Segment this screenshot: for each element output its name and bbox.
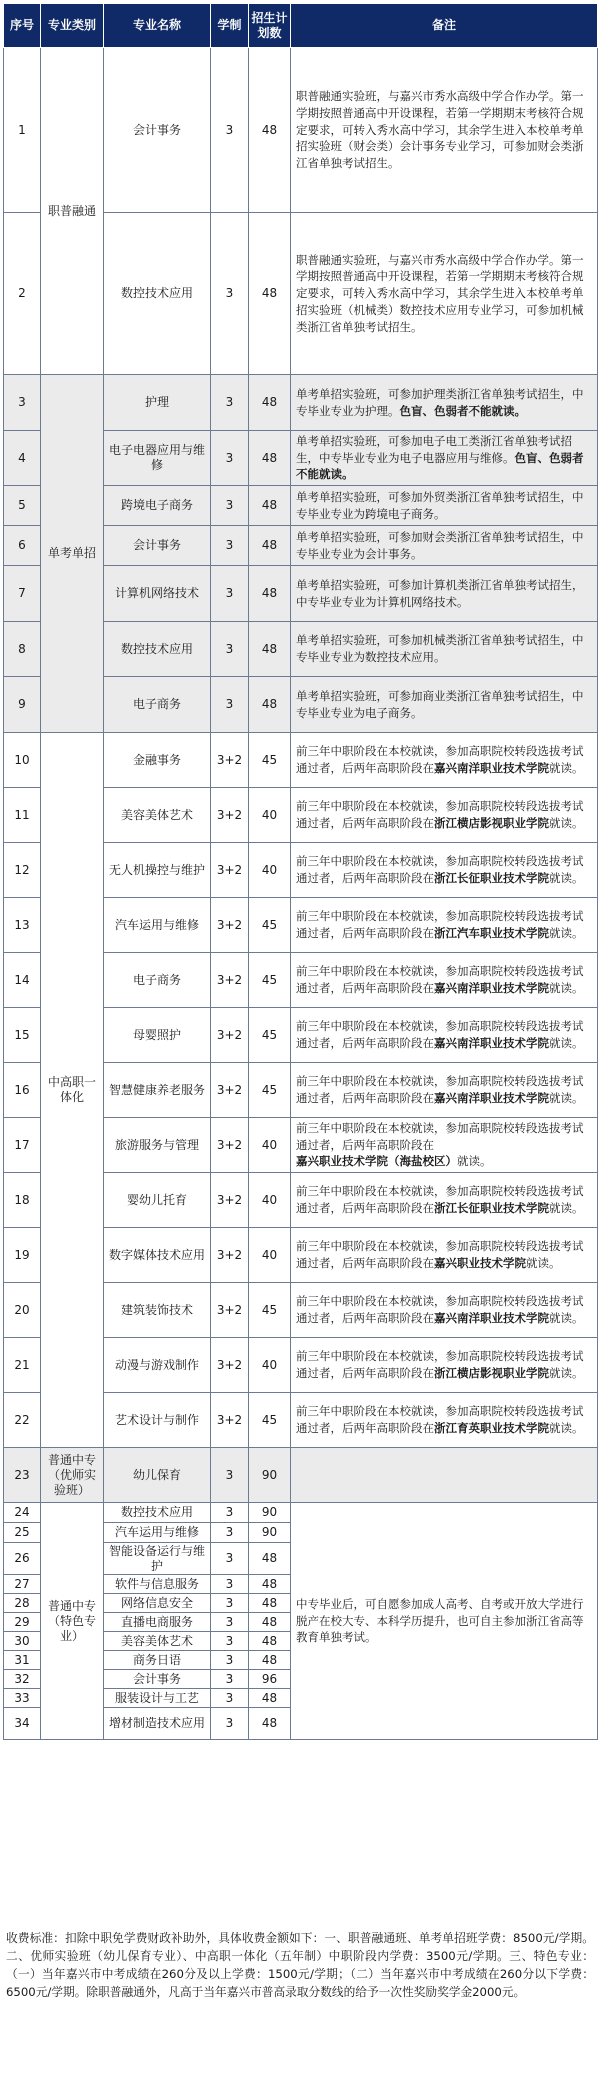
row-remark — [291, 431, 598, 486]
header-no: 序号 — [4, 4, 41, 48]
remark-prefix: 前三年中职阶段在本校就读，参加高职院校转段选拔考试通过者，后两年高职阶段在 — [296, 909, 584, 941]
row-no: 19 — [4, 1228, 41, 1283]
remark-text: 单考单招实验班，可参加机械类浙江省单独考试招生，中专毕业专业为数控技术应用。 — [296, 633, 584, 665]
partner-college: 浙江长征职业技术学院 — [434, 1201, 549, 1216]
table-header-row — [4, 4, 598, 48]
remark-suffix: 就读。 — [549, 761, 584, 776]
row-plan: 40 — [249, 1118, 291, 1173]
row-duration: 3 — [211, 1523, 249, 1543]
partner-college: 嘉兴南洋职业技术学院 — [434, 761, 549, 776]
row-plan: 90 — [249, 1523, 291, 1543]
row-duration: 3+2 — [211, 843, 249, 898]
row-major: 金融事务 — [104, 733, 211, 788]
row-remark — [291, 566, 598, 622]
row-plan: 45 — [249, 1063, 291, 1118]
row-no: 31 — [4, 1651, 41, 1670]
table-row — [4, 48, 598, 213]
row-duration: 3+2 — [211, 953, 249, 1008]
remark-prefix: 前三年中职阶段在本校就读，参加高职院校转段选拔考试通过者，后两年高职阶段在 — [296, 1121, 584, 1152]
partner-college: 浙江汽车职业技术学院 — [434, 926, 549, 941]
row-duration: 3 — [211, 1575, 249, 1594]
row-major: 计算机网络技术 — [104, 566, 211, 622]
remark-text: 单考单招实验班，可参加计算机类浙江省单独考试招生，中专毕业专业为计算机网络技术。 — [296, 577, 584, 609]
row-no: 7 — [4, 566, 41, 622]
row-remark — [291, 1393, 598, 1448]
row-major: 增材制造技术应用 — [104, 1708, 211, 1740]
row-plan: 96 — [249, 1670, 291, 1689]
row-major: 跨境电子商务 — [104, 486, 211, 526]
row-duration: 3+2 — [211, 1393, 249, 1448]
row-major: 数字媒体技术应用 — [104, 1228, 211, 1283]
row-plan: 48 — [249, 375, 291, 431]
row-duration: 3+2 — [211, 1118, 249, 1173]
row-duration: 3+2 — [211, 788, 249, 843]
row-duration: 3 — [211, 431, 249, 486]
category-cell: 普通中专（优师实验班） — [41, 1448, 104, 1503]
row-duration: 3 — [211, 1708, 249, 1740]
row-plan: 48 — [249, 1543, 291, 1575]
remark-suffix: 就读。 — [549, 1091, 584, 1106]
row-plan: 45 — [249, 953, 291, 1008]
row-major: 婴幼儿托育 — [104, 1173, 211, 1228]
row-remark — [291, 1173, 598, 1228]
row-no: 4 — [4, 431, 41, 486]
remark-prefix: 前三年中职阶段在本校就读，参加高职院校转段选拔考试通过者，后两年高职阶段在 — [296, 799, 584, 831]
remark-suffix: 就读。 — [549, 1201, 584, 1216]
row-major: 汽车运用与维修 — [104, 898, 211, 953]
row-no: 13 — [4, 898, 41, 953]
row-no: 9 — [4, 677, 41, 733]
row-no: 28 — [4, 1594, 41, 1613]
row-remark-empty — [291, 1448, 598, 1503]
partner-college: 嘉兴职业技术学院 — [434, 1256, 526, 1271]
row-remark — [291, 733, 598, 788]
row-no: 6 — [4, 526, 41, 566]
row-duration: 3 — [211, 566, 249, 622]
row-remark — [291, 1063, 598, 1118]
table-row — [4, 733, 598, 788]
row-no: 21 — [4, 1338, 41, 1393]
row-duration: 3 — [211, 1503, 249, 1523]
remark-prefix: 前三年中职阶段在本校就读，参加高职院校转段选拔考试通过者，后两年高职阶段在 — [296, 744, 584, 776]
remark-prefix: 前三年中职阶段在本校就读，参加高职院校转段选拔考试通过者，后两年高职阶段在 — [296, 1404, 584, 1436]
row-no: 24 — [4, 1503, 41, 1523]
row-no: 14 — [4, 953, 41, 1008]
row-duration: 3 — [211, 1689, 249, 1708]
remark-prefix: 前三年中职阶段在本校就读，参加高职院校转段选拔考试通过者，后两年高职阶段在 — [296, 1239, 584, 1271]
row-plan: 48 — [249, 1575, 291, 1594]
row-major: 动漫与游戏制作 — [104, 1338, 211, 1393]
row-plan: 48 — [249, 431, 291, 486]
row-major: 服装设计与工艺 — [104, 1689, 211, 1708]
row-duration: 3+2 — [211, 733, 249, 788]
row-remark — [291, 898, 598, 953]
table-row — [4, 375, 598, 431]
remark-suffix: 就读。 — [549, 1421, 584, 1436]
partner-college: 浙江横店影视职业学院 — [434, 816, 549, 831]
row-major: 数控技术应用 — [104, 622, 211, 677]
category-cell: 中高职一体化 — [41, 733, 104, 1448]
partner-college: 浙江长征职业技术学院 — [434, 871, 549, 886]
remark-suffix: 就读。 — [549, 926, 584, 941]
row-no: 16 — [4, 1063, 41, 1118]
row-plan: 40 — [249, 1228, 291, 1283]
header-remarks: 备注 — [291, 4, 598, 48]
remark-suffix: 就读。 — [549, 1036, 584, 1051]
row-duration: 3 — [211, 1543, 249, 1575]
row-plan: 90 — [249, 1448, 291, 1503]
row-major: 艺术设计与制作 — [104, 1393, 211, 1448]
row-duration: 3 — [211, 486, 249, 526]
row-major: 电子商务 — [104, 953, 211, 1008]
row-no: 5 — [4, 486, 41, 526]
row-duration: 3+2 — [211, 1338, 249, 1393]
row-duration: 3 — [211, 1448, 249, 1503]
row-no: 8 — [4, 622, 41, 677]
row-plan: 90 — [249, 1503, 291, 1523]
row-duration: 3 — [211, 213, 249, 375]
remark-suffix: 就读。 — [549, 1366, 584, 1381]
row-duration: 3+2 — [211, 1063, 249, 1118]
header-plan: 招生计划数 — [249, 4, 291, 48]
row-no: 1 — [4, 48, 41, 213]
row-major: 数控技术应用 — [104, 1503, 211, 1523]
row-no: 30 — [4, 1632, 41, 1651]
row-remark: 职普融通实验班，与嘉兴市秀水高级中学合作办学。第一学期按照普通高中开设课程，若第一学期期末考核符合规定要求，可转入秀水高中学习，其余学生进入本校单考单招实验班（机械类）数控技术应用专业学习，可参加机械类浙江省单独考试招生。 — [291, 213, 598, 375]
remark-suffix: 就读。 — [526, 1256, 561, 1271]
row-no: 26 — [4, 1543, 41, 1575]
row-plan: 48 — [249, 677, 291, 733]
row-remark — [291, 1228, 598, 1283]
row-duration: 3 — [211, 1651, 249, 1670]
partner-college: 嘉兴南洋职业技术学院 — [434, 981, 549, 996]
colorblind-warning: 色盲、色弱者不能就读。 — [399, 403, 526, 418]
remark-prefix: 前三年中职阶段在本校就读，参加高职院校转段选拔考试通过者，后两年高职阶段在 — [296, 964, 584, 996]
row-no: 3 — [4, 375, 41, 431]
row-no: 12 — [4, 843, 41, 898]
row-plan: 48 — [249, 1689, 291, 1708]
header-major: 专业名称 — [104, 4, 211, 48]
row-plan: 48 — [249, 526, 291, 566]
remark-text: 单考单招实验班，可参加外贸类浙江省单独考试招生，中专毕业专业为跨境电子商务。 — [296, 489, 584, 521]
row-no: 22 — [4, 1393, 41, 1448]
remark-suffix: 就读。 — [457, 1154, 492, 1169]
row-remark — [291, 788, 598, 843]
row-major: 美容美体艺术 — [104, 788, 211, 843]
row-no: 17 — [4, 1118, 41, 1173]
row-major: 智慧健康养老服务 — [104, 1063, 211, 1118]
row-remark: 职普融通实验班，与嘉兴市秀水高级中学合作办学。第一学期按照普通高中开设课程，若第一学期期末考核符合规定要求，可转入秀水高中学习，其余学生进入本校单考单招实验班（财会类）会计事务专业学习，可参加财会类浙江省单独考试招生。 — [291, 48, 598, 213]
row-plan: 40 — [249, 788, 291, 843]
category-cell: 职普融通 — [41, 48, 104, 375]
row-no: 20 — [4, 1283, 41, 1338]
row-major: 幼儿保育 — [104, 1448, 211, 1503]
row-plan: 48 — [249, 1594, 291, 1613]
row-major: 无人机操控与维护 — [104, 843, 211, 898]
row-remark — [291, 953, 598, 1008]
row-plan: 48 — [249, 486, 291, 526]
row-plan: 40 — [249, 1173, 291, 1228]
category-cell: 单考单招 — [41, 375, 104, 733]
row-no: 10 — [4, 733, 41, 788]
fee-standard-note — [6, 1929, 594, 2002]
header-duration: 学制 — [211, 4, 249, 48]
category-cell: 普通中专（特色专业） — [41, 1503, 104, 1740]
row-plan: 48 — [249, 213, 291, 375]
remark-prefix: 前三年中职阶段在本校就读，参加高职院校转段选拔考试通过者，后两年高职阶段在 — [296, 1349, 584, 1381]
row-major: 建筑装饰技术 — [104, 1283, 211, 1338]
row-plan: 45 — [249, 1283, 291, 1338]
row-duration: 3 — [211, 1632, 249, 1651]
fee-standard-text: 收费标准：扣除中职免学费财政补助外，具体收费金额如下：一、职普融通班、单考单招班学费：8500元/学期。二、优师实验班（幼儿保育专业）、中高职一体化（五年制）中职阶段内学费：3500元/学期。三、特色专业：（一）当年嘉兴市中考成绩在260分及以上学费：1500元/学期；（二）当年嘉兴市中考成绩在260分以下学费：6500元/学期。除职普融通外， — [6, 1931, 594, 2000]
row-major: 商务日语 — [104, 1651, 211, 1670]
row-remark — [291, 1118, 598, 1173]
row-duration: 3+2 — [211, 898, 249, 953]
partner-college: 嘉兴南洋职业技术学院 — [434, 1036, 549, 1051]
row-no: 34 — [4, 1708, 41, 1740]
row-remark — [291, 677, 598, 733]
row-major: 护理 — [104, 375, 211, 431]
partner-college: 浙江育英职业技术学院 — [434, 1421, 549, 1436]
partner-college: 嘉兴南洋职业技术学院 — [434, 1311, 549, 1326]
row-plan: 48 — [249, 48, 291, 213]
row-major: 数控技术应用 — [104, 213, 211, 375]
row-remark — [291, 1283, 598, 1338]
row-remark — [291, 622, 598, 677]
remark-prefix: 前三年中职阶段在本校就读，参加高职院校转段选拔考试通过者，后两年高职阶段在 — [296, 1184, 584, 1216]
row-plan: 45 — [249, 1393, 291, 1448]
row-remark — [291, 1338, 598, 1393]
row-major: 网络信息安全 — [104, 1594, 211, 1613]
row-remark — [291, 1008, 598, 1063]
row-major: 智能设备运行与维护 — [104, 1543, 211, 1575]
row-remark — [291, 526, 598, 566]
row-plan: 48 — [249, 622, 291, 677]
row-major: 会计事务 — [104, 48, 211, 213]
row-major: 母婴照护 — [104, 1008, 211, 1063]
row-no: 27 — [4, 1575, 41, 1594]
row-major: 直播电商服务 — [104, 1613, 211, 1632]
row-duration: 3+2 — [211, 1283, 249, 1338]
row-duration: 3 — [211, 1670, 249, 1689]
partner-college: 嘉兴南洋职业技术学院 — [434, 1091, 549, 1106]
row-major: 电子商务 — [104, 677, 211, 733]
row-no: 2 — [4, 213, 41, 375]
table-row — [4, 1503, 598, 1523]
row-remark — [291, 486, 598, 526]
row-plan: 40 — [249, 1338, 291, 1393]
row-major: 软件与信息服务 — [104, 1575, 211, 1594]
remark-prefix: 前三年中职阶段在本校就读，参加高职院校转段选拔考试通过者，后两年高职阶段在 — [296, 1074, 584, 1106]
row-plan: 48 — [249, 1632, 291, 1651]
row-major: 电子电器应用与维修 — [104, 431, 211, 486]
row-no: 18 — [4, 1173, 41, 1228]
remark-prefix: 前三年中职阶段在本校就读，参加高职院校转段选拔考试通过者，后两年高职阶段在 — [296, 1019, 584, 1051]
partner-college: 嘉兴职业技术学院（海盐校区） — [296, 1154, 457, 1169]
remark-text: 单考单招实验班，可参加护理类浙江省单独考试招生，中专毕业专业为护理。 — [296, 386, 584, 418]
scholarship-text: 凡高于当年嘉兴市普高录取分数线的给予一次性奖励奖学金2000元。 — [168, 1985, 526, 2000]
row-plan: 48 — [249, 1708, 291, 1740]
row-no: 23 — [4, 1448, 41, 1503]
row-no: 15 — [4, 1008, 41, 1063]
remark-prefix: 前三年中职阶段在本校就读，参加高职院校转段选拔考试通过者，后两年高职阶段在 — [296, 1294, 584, 1326]
remark-prefix: 前三年中职阶段在本校就读，参加高职院校转段选拔考试通过者，后两年高职阶段在 — [296, 854, 584, 886]
remark-suffix: 就读。 — [549, 871, 584, 886]
remark-suffix: 就读。 — [549, 1311, 584, 1326]
row-duration: 3+2 — [211, 1008, 249, 1063]
row-major: 会计事务 — [104, 1670, 211, 1689]
row-major: 汽车运用与维修 — [104, 1523, 211, 1543]
row-duration: 3 — [211, 48, 249, 213]
row-no: 32 — [4, 1670, 41, 1689]
row-plan: 48 — [249, 1651, 291, 1670]
row-duration: 3 — [211, 375, 249, 431]
row-duration: 3 — [211, 1594, 249, 1613]
row-no: 11 — [4, 788, 41, 843]
row-no: 25 — [4, 1523, 41, 1543]
remark-text: 单考单招实验班，可参加商业类浙江省单独考试招生，中专毕业专业为电子商务。 — [296, 688, 584, 720]
row-major: 会计事务 — [104, 526, 211, 566]
remark-suffix: 就读。 — [549, 816, 584, 831]
remark-text: 单考单招实验班，可参加财会类浙江省单独考试招生，中专毕业专业为会计事务。 — [296, 529, 584, 561]
colorblind-warning: 色盲、色弱者不能就读。 — [296, 450, 584, 482]
row-remark — [291, 843, 598, 898]
header-category: 专业类别 — [41, 4, 104, 48]
row-remark — [291, 375, 598, 431]
row-major: 美容美体艺术 — [104, 1632, 211, 1651]
table-row — [4, 1448, 598, 1503]
row-duration: 3 — [211, 1613, 249, 1632]
row-duration: 3 — [211, 677, 249, 733]
row-plan: 45 — [249, 733, 291, 788]
row-no: 29 — [4, 1613, 41, 1632]
enrollment-table — [3, 3, 598, 1740]
row-plan: 48 — [249, 1613, 291, 1632]
partner-college: 浙江横店影视职业学院 — [434, 1366, 549, 1381]
row-plan: 45 — [249, 898, 291, 953]
row-duration: 3+2 — [211, 1228, 249, 1283]
row-plan: 48 — [249, 566, 291, 622]
row-remark: 中专毕业后，可自愿参加成人高考、自考或开放大学进行脱产在校大专、本科学历提升，也可自主参加浙江省高等教育单独考试。 — [291, 1503, 598, 1740]
row-plan: 45 — [249, 1008, 291, 1063]
row-duration: 3+2 — [211, 1173, 249, 1228]
row-duration: 3 — [211, 622, 249, 677]
row-major: 旅游服务与管理 — [104, 1118, 211, 1173]
remark-text: 单考单招实验班，可参加电子电工类浙江省单独考试招生，中专毕业专业为电子电器应用与维修。 — [296, 434, 572, 465]
row-plan: 40 — [249, 843, 291, 898]
row-no: 33 — [4, 1689, 41, 1708]
row-duration: 3 — [211, 526, 249, 566]
table-body — [4, 48, 598, 1740]
remark-suffix: 就读。 — [549, 981, 584, 996]
